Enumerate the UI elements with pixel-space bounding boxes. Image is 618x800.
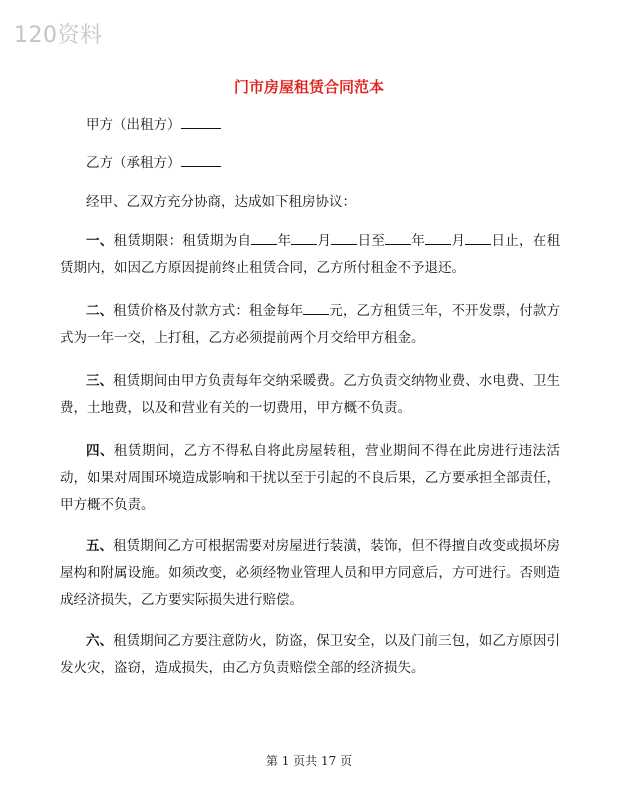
clause-number: 四、 <box>86 443 114 459</box>
clause-6 <box>60 628 560 682</box>
clause-4 <box>60 438 560 519</box>
clause-text: 租赁期间由甲方负责每年交纳采暖费。乙方负责交纳物业费、水电费、卫生费，土地费，以及和营业有关的一切费用，甲方概不负责。 <box>60 373 561 416</box>
clause-number: 一、 <box>86 233 114 249</box>
party-b-label: 乙方（承租方） <box>86 155 181 171</box>
document-title: 门市房屋租赁合同范本 <box>233 78 384 96</box>
blank <box>251 230 277 245</box>
clause-text: 年 <box>277 233 292 249</box>
party-a-blank <box>181 114 221 129</box>
clause-text: 租赁期限：租赁期为自 <box>113 233 252 249</box>
clause-number: 三、 <box>86 373 114 389</box>
clause-text: 月 <box>451 233 466 249</box>
clause-text: 年 <box>411 233 426 249</box>
intro-line: 经甲、乙双方充分协商，达成如下租房协议： <box>86 194 356 210</box>
clause-text: 月 <box>317 233 332 249</box>
party-a-line <box>86 114 221 135</box>
watermark-logo: 120资料 <box>14 23 103 48</box>
party-b-blank <box>181 152 221 167</box>
clause-text: 租赁价格及付款方式：租金每年 <box>113 303 304 319</box>
clause-text: 租赁期间，乙方不得私自将此房屋转租，营业期间不得在此房进行违法活动，如果对周围环境造成影响和干扰以至于引起的不良后果，乙方要承担全部责任，甲方概不负责。 <box>60 443 561 513</box>
party-b-line <box>86 152 221 173</box>
clause-1 <box>60 228 560 282</box>
blank <box>425 230 451 245</box>
party-a-label: 甲方（出租方） <box>86 117 181 133</box>
clause-2 <box>60 298 560 352</box>
blank <box>303 300 329 315</box>
clause-text: 租赁期间乙方要注意防火，防盗，保卫安全，以及门前三包，如乙方原因引发火灾，盗窃，造成损失，由乙方负责赔偿全部的经济损失。 <box>60 633 561 676</box>
page-footer: 第 1 页共 17 页 <box>265 754 353 768</box>
clause-text: 租赁期间乙方可根据需要对房屋进行装潢，装饰，但不得擅自改变或损坏房屋构和附属设施。如须改变，必须经物业管理人员和甲方同意后，方可进行。否则造成经济损失，乙方要实际损失进行赔偿。 <box>60 538 561 608</box>
clause-5 <box>60 533 560 614</box>
clause-number: 六、 <box>86 633 114 649</box>
clause-number: 五、 <box>86 538 114 554</box>
blank <box>331 230 357 245</box>
blank <box>465 230 491 245</box>
clause-number: 二、 <box>86 303 114 319</box>
clause-text: 日至 <box>357 233 386 249</box>
blank <box>291 230 317 245</box>
clause-text: 元，乙方租赁三年，不开发票，付款方式为一年一交，上打租，乙方必须提前两个月交给甲方租金。 <box>60 303 561 346</box>
blank <box>385 230 411 245</box>
clause-text: 日止，在租赁期内，如因乙方原因提前终止租赁合同，乙方所付租金不予退还。 <box>60 233 561 276</box>
clause-3 <box>60 368 560 422</box>
